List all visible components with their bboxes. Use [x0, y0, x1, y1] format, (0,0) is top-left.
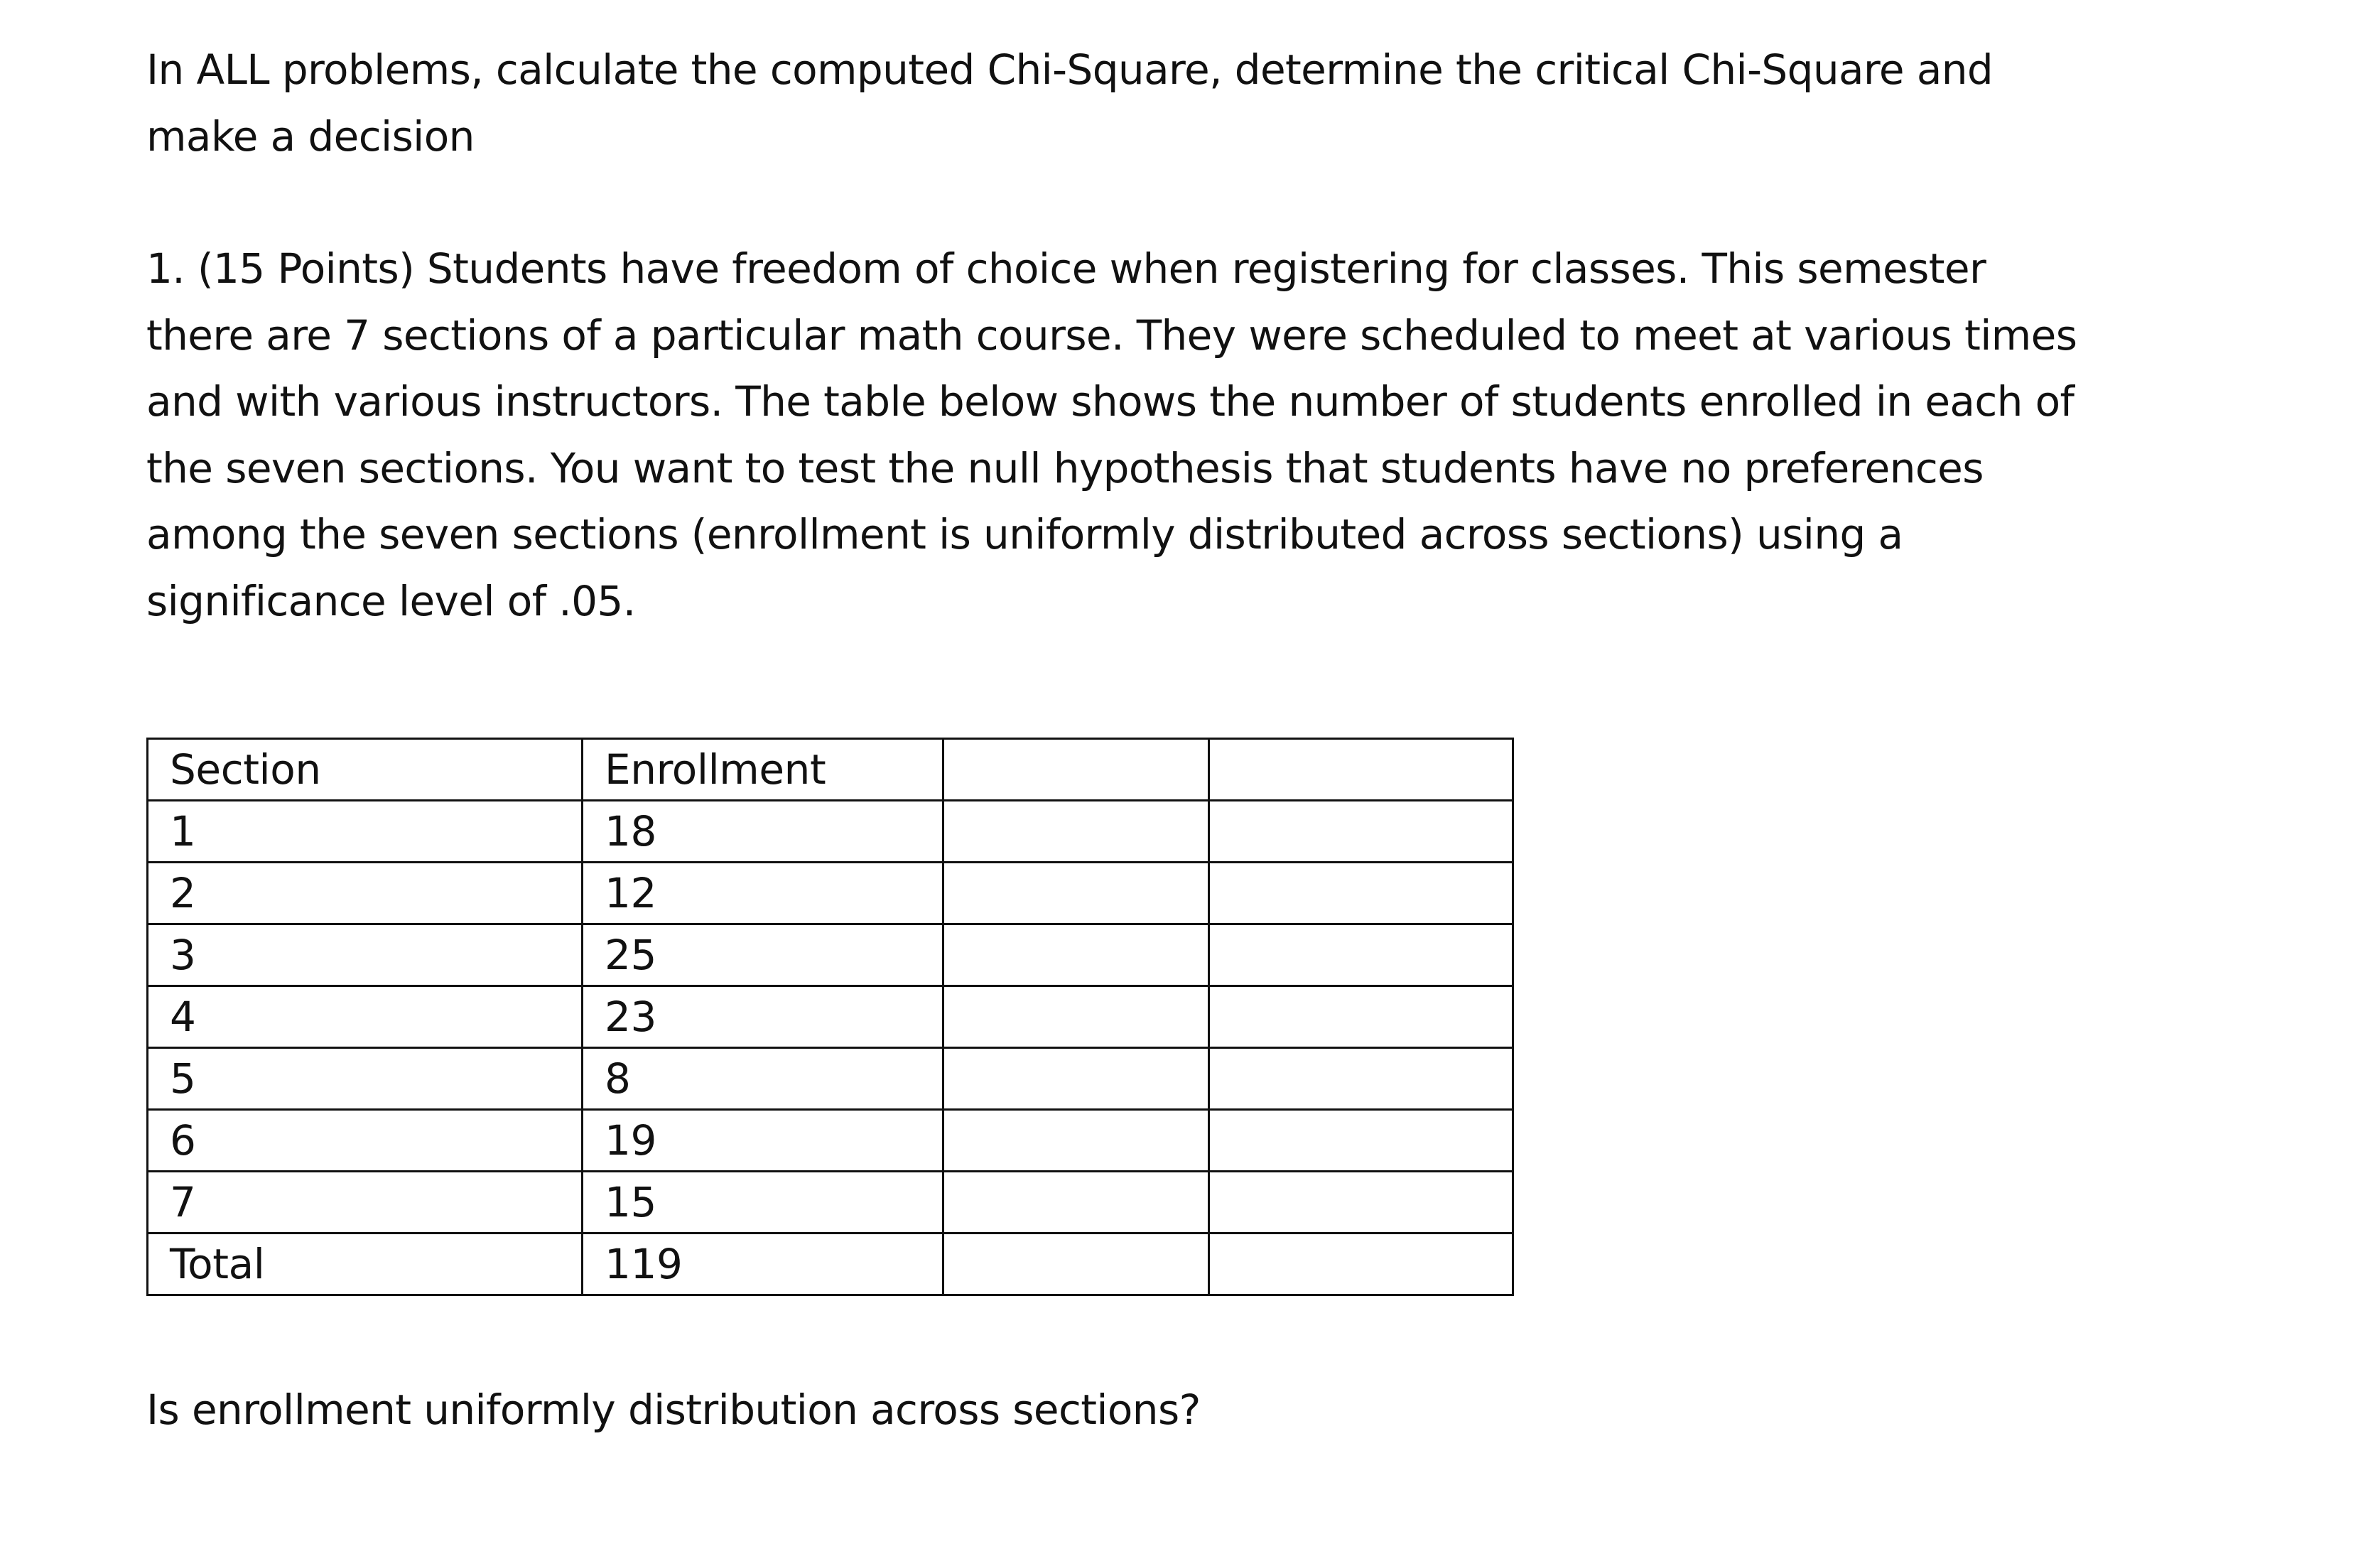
- blank-cell: [1209, 1048, 1513, 1110]
- section-cell: 5: [148, 1048, 583, 1110]
- table-header-row: [148, 739, 1513, 801]
- blank-cell: [943, 1233, 1209, 1295]
- section-cell: 4: [148, 986, 583, 1048]
- problem-line: and with various instructors. The table below shows the number of students enrolled in each of: [146, 377, 2075, 426]
- blank-cell: [943, 1172, 1209, 1233]
- table-row: [148, 1110, 1513, 1172]
- total-value-cell: 119: [583, 1233, 943, 1295]
- blank-cell: [1209, 924, 1513, 986]
- enrollment-cell: 19: [583, 1110, 943, 1172]
- enrollment-cell: 12: [583, 863, 943, 924]
- enrollment-table: [146, 738, 1514, 1296]
- table-row: [148, 863, 1513, 924]
- blank-cell: [943, 863, 1209, 924]
- header-cell-enrollment: Enrollment: [583, 739, 943, 801]
- enrollment-cell: 18: [583, 801, 943, 863]
- table-row: [148, 801, 1513, 863]
- blank-cell: [1209, 1110, 1513, 1172]
- problem-line: there are 7 sections of a particular math course. They were scheduled to meet at various times: [146, 311, 2077, 360]
- question-text: Is enrollment uniformly distribution across sections?: [146, 1386, 1201, 1434]
- header-cell-blank: [1209, 739, 1513, 801]
- blank-cell: [1209, 1172, 1513, 1233]
- enrollment-cell: 25: [583, 924, 943, 986]
- blank-cell: [943, 924, 1209, 986]
- instructions-paragraph: [146, 37, 1993, 170]
- section-cell: 6: [148, 1110, 583, 1172]
- instructions-line: In ALL problems, calculate the computed Chi-Square, determine the critical Chi-Square and: [146, 45, 1994, 94]
- table-row: [148, 1172, 1513, 1233]
- problem-line: the seven sections. You want to test the null hypothesis that students have no preferences: [146, 443, 1984, 492]
- section-cell: 7: [148, 1172, 583, 1233]
- blank-cell: [1209, 986, 1513, 1048]
- blank-cell: [943, 1110, 1209, 1172]
- enrollment-cell: 15: [583, 1172, 943, 1233]
- problem-line: significance level of .05.: [146, 576, 636, 625]
- blank-cell: [943, 986, 1209, 1048]
- problem-line: 1. (15 Points) Students have freedom of choice when registering for classes. This semester: [146, 244, 1986, 293]
- blank-cell: [1209, 1233, 1513, 1295]
- table-total-row: [148, 1233, 1513, 1295]
- table-row: [148, 986, 1513, 1048]
- table-row: [148, 924, 1513, 986]
- instructions-line: make a decision: [146, 112, 475, 161]
- table-row: [148, 1048, 1513, 1110]
- header-cell-blank: [943, 739, 1209, 801]
- problem-line: among the seven sections (enrollment is uniformly distributed across sections) using a: [146, 510, 1903, 558]
- blank-cell: [943, 801, 1209, 863]
- blank-cell: [1209, 863, 1513, 924]
- blank-cell: [1209, 801, 1513, 863]
- section-cell: 2: [148, 863, 583, 924]
- enrollment-cell: 8: [583, 1048, 943, 1110]
- total-label-cell: Total: [148, 1233, 583, 1295]
- section-cell: 3: [148, 924, 583, 986]
- problem-paragraph: [146, 236, 2077, 635]
- section-cell: 1: [148, 801, 583, 863]
- blank-cell: [943, 1048, 1209, 1110]
- header-cell-section: Section: [148, 739, 583, 801]
- enrollment-cell: 23: [583, 986, 943, 1048]
